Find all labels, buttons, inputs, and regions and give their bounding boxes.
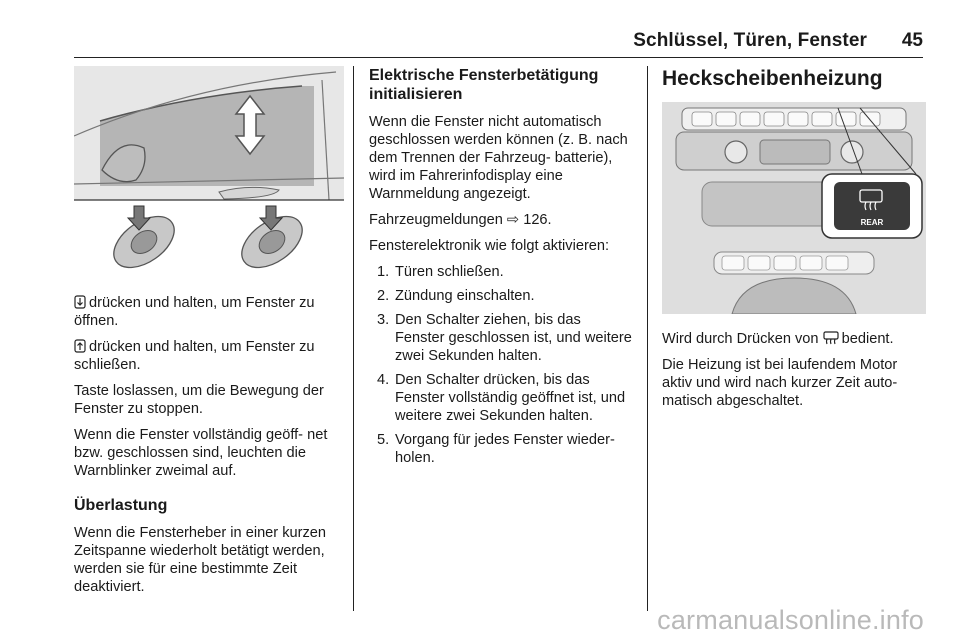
- column-divider-2: [647, 66, 648, 611]
- initialize-intro: Wenn die Fenster nicht automatisch geschlossen werden können (z. B. nach dem Trennen der Fahrzeug‑ batterie), wird im Fahrerinfodisplay eine Warnmeldung angezeigt.: [369, 114, 628, 202]
- window-switch-illustration: [74, 66, 344, 278]
- step-5: 5. Vorgang für jedes Fenster wieder‑ holen.: [377, 432, 615, 466]
- instruction-open: [74, 294, 344, 330]
- step-2: 2. Zündung einschalten.: [377, 288, 535, 304]
- steps-list: [369, 263, 634, 467]
- section-heading-initialize: Elektrische Fensterbetätigung initialisieren: [369, 67, 599, 103]
- section-heading-overload: Überlastung: [74, 497, 168, 514]
- step-3: 3. Den Schalter ziehen, bis das Fenster geschlossen ist, und weitere zwei Sekunden halten.: [377, 312, 632, 364]
- column-3: [662, 66, 926, 418]
- rear-button-label: REAR: [860, 218, 884, 227]
- column-2: [369, 66, 634, 473]
- instruction-open-text: drücken und halten, um Fenster zu öffnen.: [74, 295, 315, 329]
- overload-text: Wenn die Fensterheber in einer kurzen Zeitspanne wiederholt betätigt werden, werden sie für eine bestimmte Zeit deaktiviert.: [74, 525, 327, 595]
- activate-intro: Fensterelektronik wie folgt aktivieren:: [369, 238, 610, 254]
- section-heading-rear-heater: Heckscheibenheizung: [662, 67, 883, 90]
- instruction-close: [74, 338, 344, 374]
- window-down-icon: [74, 295, 86, 309]
- column-1: [74, 66, 344, 604]
- window-up-icon: [74, 339, 86, 353]
- rear-heater-operation: Wird durch Drücken von bedient.: [662, 331, 894, 347]
- step-4: 4. Den Schalter drücken, bis das Fenster vollständig geöffnet ist, und weitere zwei Sekunden halten.: [377, 372, 626, 424]
- page-number: 45: [901, 30, 923, 51]
- column-divider-1: [353, 66, 354, 611]
- center-console-illustration: [662, 102, 926, 314]
- header-rule: [74, 57, 923, 58]
- hazard-info: Wenn die Fenster vollständig geöff‑ net bzw. geschlossen sind, leuchten die Warnblinker zweimal auf.: [74, 427, 328, 479]
- step-1: 1. Türen schließen.: [377, 264, 504, 280]
- instruction-close-text: drücken und halten, um Fenster zu schließen.: [74, 339, 315, 373]
- running-header-title: Schlüssel, Türen, Fenster: [633, 30, 867, 51]
- watermark: carmanualsonline.info: [657, 605, 924, 635]
- instruction-stop: Taste loslassen, um die Bewegung der Fenster zu stoppen.: [74, 383, 324, 417]
- vehicle-messages-reference: Fahrzeugmeldungen ⇨ 126.: [369, 212, 552, 228]
- rear-window-heater-icon: [823, 331, 839, 345]
- rear-heater-info: Die Heizung ist bei laufendem Motor aktiv und wird nach kurzer Zeit auto‑ matisch abgeschaltet.: [662, 357, 898, 409]
